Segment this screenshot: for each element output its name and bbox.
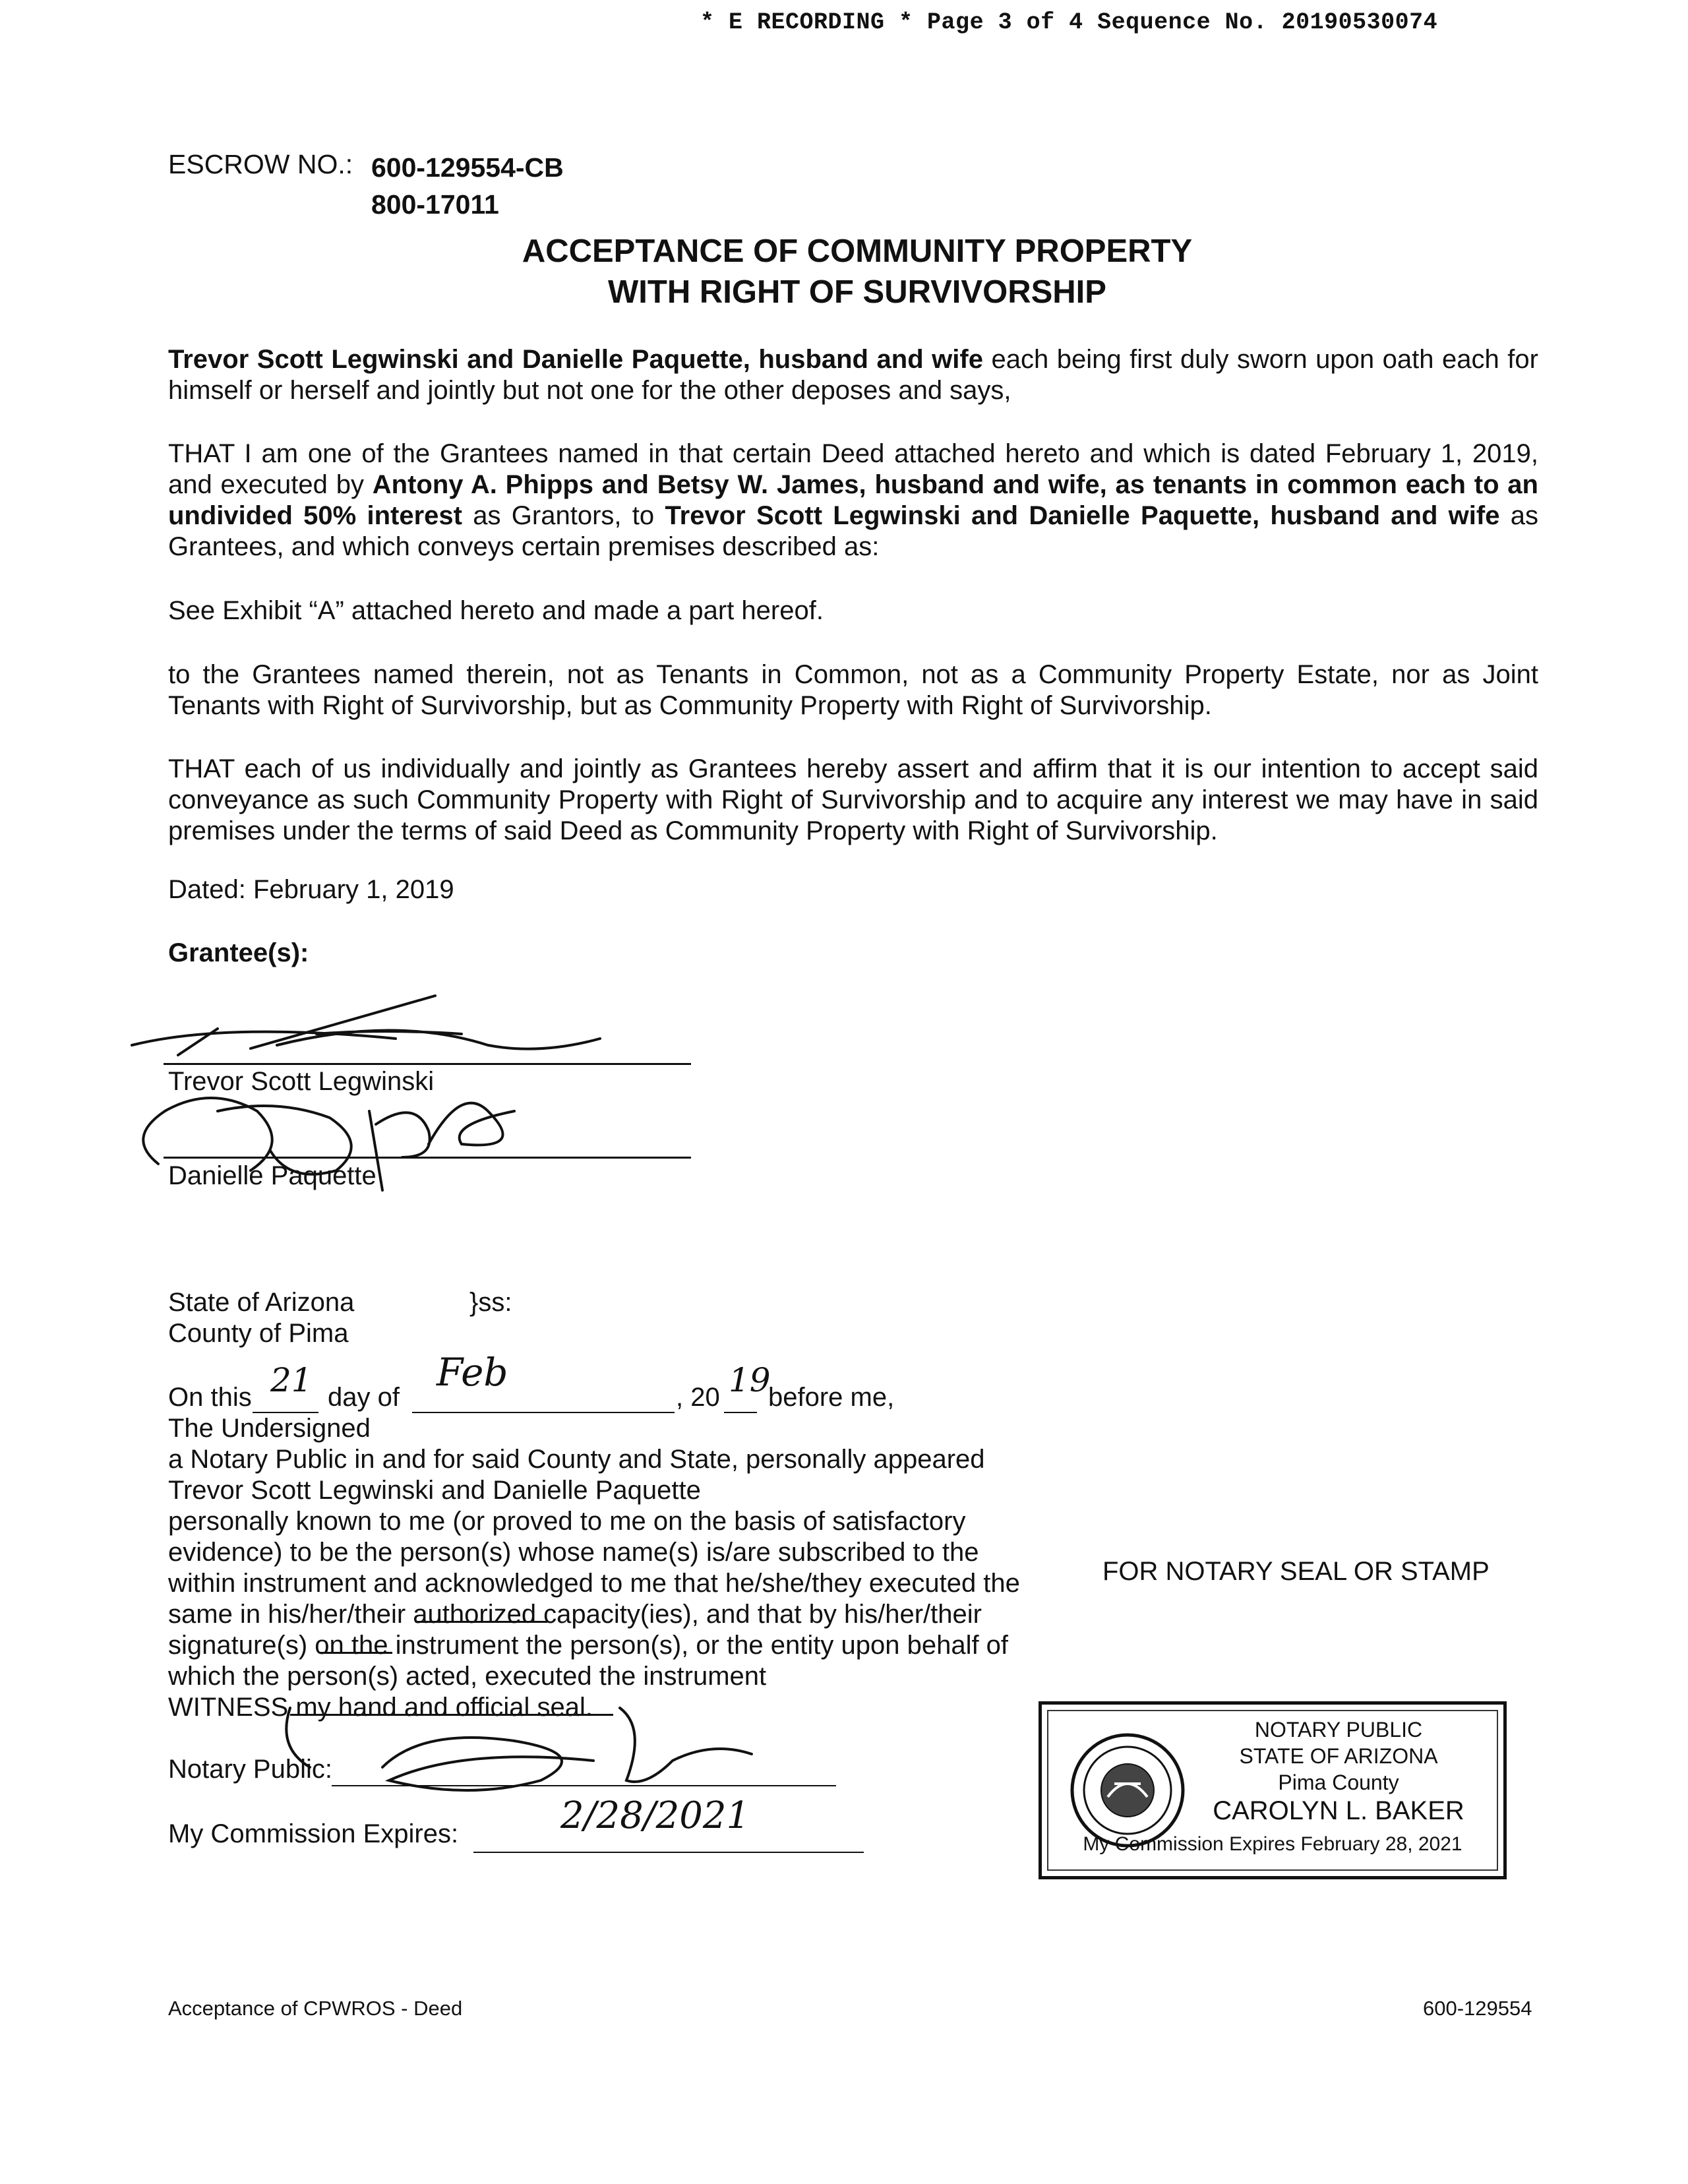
escrow-label: ESCROW NO.: [168, 149, 353, 179]
paragraph-exhibit: See Exhibit “A” attached hereto and made a part hereof. [168, 596, 824, 625]
strike-on-the [320, 1652, 392, 1654]
stamp-expiration: My Commission Expires February 28, 2021 [1083, 1833, 1462, 1855]
venue-ss: }ss: [469, 1288, 512, 1317]
escrow-number-2: 800-17011 [371, 189, 499, 220]
deed-text-b: as Grantors, to [462, 501, 665, 530]
notary-stamp [1039, 1701, 1507, 1879]
ack-on-this: On this [168, 1383, 252, 1412]
ack-body [168, 1413, 1020, 1723]
notary-stamp-inner [1047, 1710, 1498, 1871]
recording-header: * E RECORDING * Page 3 of 4 Sequence No. 20190530074 [700, 9, 1438, 36]
escrow-numbers [371, 149, 564, 223]
commission-handwritten: 2/28/2021 [560, 1794, 750, 1837]
ack-day-of: day of [328, 1383, 400, 1412]
paragraph-affirmation: THAT each of us individually and jointly as Grantees hereby assert and affirm that it is our intention to accept said conveyance as such Community Property with Right of Survivorship and to acquire any interest we may have in said premises under the terms of said Deed as Community Property with Right of Survivorship. [168, 754, 1538, 845]
ack-line: a Notary Public in and for said County and State, personally appeared [168, 1445, 985, 1474]
commission-line [473, 1852, 864, 1853]
grantees-names: Trevor Scott Legwinski and Danielle Paquette, husband and wife [665, 501, 1500, 530]
paragraph-tenancy: to the Grantees named therein, not as Tenants in Common, not as a Community Property Estate, nor as Joint Tenants with Right of Survivorship, but as Community Property with Right of Survivorship. [168, 660, 1538, 720]
grantee2-signature-line [164, 1157, 691, 1159]
footer-left: Acceptance of CPWROS - Deed [168, 1997, 463, 2020]
grantee1-signature-line [164, 1063, 691, 1065]
ack-line: signature(s) on the instrument the person(s), or the entity upon behalf of [168, 1631, 1009, 1660]
seal-caption: FOR NOTARY SEAL OR STAMP [1102, 1557, 1490, 1586]
affiants-names: Trevor Scott Legwinski and Danielle Paquette, husband and wife [168, 345, 983, 374]
venue-county: County of Pima [168, 1319, 349, 1348]
grantors-names: Antony A. Phipps and Betsy W. James, husband and wife, as tenants in common each to an undivided 50% interest [168, 470, 1538, 530]
notary-signature-line [332, 1785, 836, 1786]
dated-line: Dated: February 1, 2019 [168, 875, 454, 904]
ack-before-me: before me, [768, 1383, 895, 1412]
escrow-number-1: 600-129554-CB [371, 152, 564, 183]
ack-line: personally known to me (or proved to me on the basis of satisfactory [168, 1507, 966, 1536]
stamp-line-2: STATE OF ARIZONA [1239, 1744, 1438, 1768]
deed-text-c: as Grantees, and which conveys certain premises described as: [168, 501, 1539, 561]
strike-authorized [415, 1621, 547, 1623]
stamp-line-1: NOTARY PUBLIC [1254, 1718, 1423, 1742]
venue-state: State of Arizona [168, 1288, 355, 1317]
ack-day-handwritten: 21 [270, 1361, 313, 1399]
affiants-text: each being first duly sworn upon oath each for himself or herself and jointly but not one for the other deposes and says, [168, 345, 1538, 405]
notary-public-label: Notary Public: [168, 1755, 332, 1784]
document-title [0, 231, 1688, 313]
deed-text-a: THAT I am one of the Grantees named in that certain Deed attached hereto and which is dated February 1, 2019, and executed by [168, 439, 1538, 499]
ack-line: evidence) to be the person(s) whose name(s) is/are subscribed to the [168, 1538, 979, 1567]
ack-line: Trevor Scott Legwinski and Danielle Paquette [168, 1476, 701, 1505]
ack-month-handwritten: Feb [437, 1350, 508, 1395]
footer-right: 600-129554 [1423, 1997, 1532, 2020]
ack-line: The Undersigned [168, 1414, 371, 1443]
ack-line: WITNESS my hand and official seal. [168, 1693, 593, 1722]
paragraph-affiants [168, 344, 1538, 406]
commission-label: My Commission Expires: [168, 1819, 459, 1848]
paragraph-deed [168, 439, 1538, 562]
stamp-line-3: Pima County [1278, 1771, 1399, 1794]
ack-year-prefix: , 20 [676, 1383, 720, 1412]
notary-signature [251, 1688, 778, 1807]
title-line-2: WITH RIGHT OF SURVIVORSHIP [608, 274, 1106, 310]
stamp-name: CAROLYN L. BAKER [1213, 1796, 1464, 1825]
ack-year-handwritten: 19 [729, 1361, 771, 1399]
ack-line: which the person(s) acted, executed the instrument [168, 1662, 767, 1691]
grantees-label: Grantee(s): [168, 938, 309, 967]
grantee2-name: Danielle Paquette [168, 1161, 377, 1190]
ack-line: same in his/her/their authorized capacity(ies), and that by his/her/their [168, 1600, 982, 1629]
ack-line: within instrument and acknowledged to me that he/she/they executed the [168, 1569, 1020, 1598]
grantee1-name: Trevor Scott Legwinski [168, 1067, 435, 1096]
title-line-1: ACCEPTANCE OF COMMUNITY PROPERTY [522, 233, 1193, 269]
